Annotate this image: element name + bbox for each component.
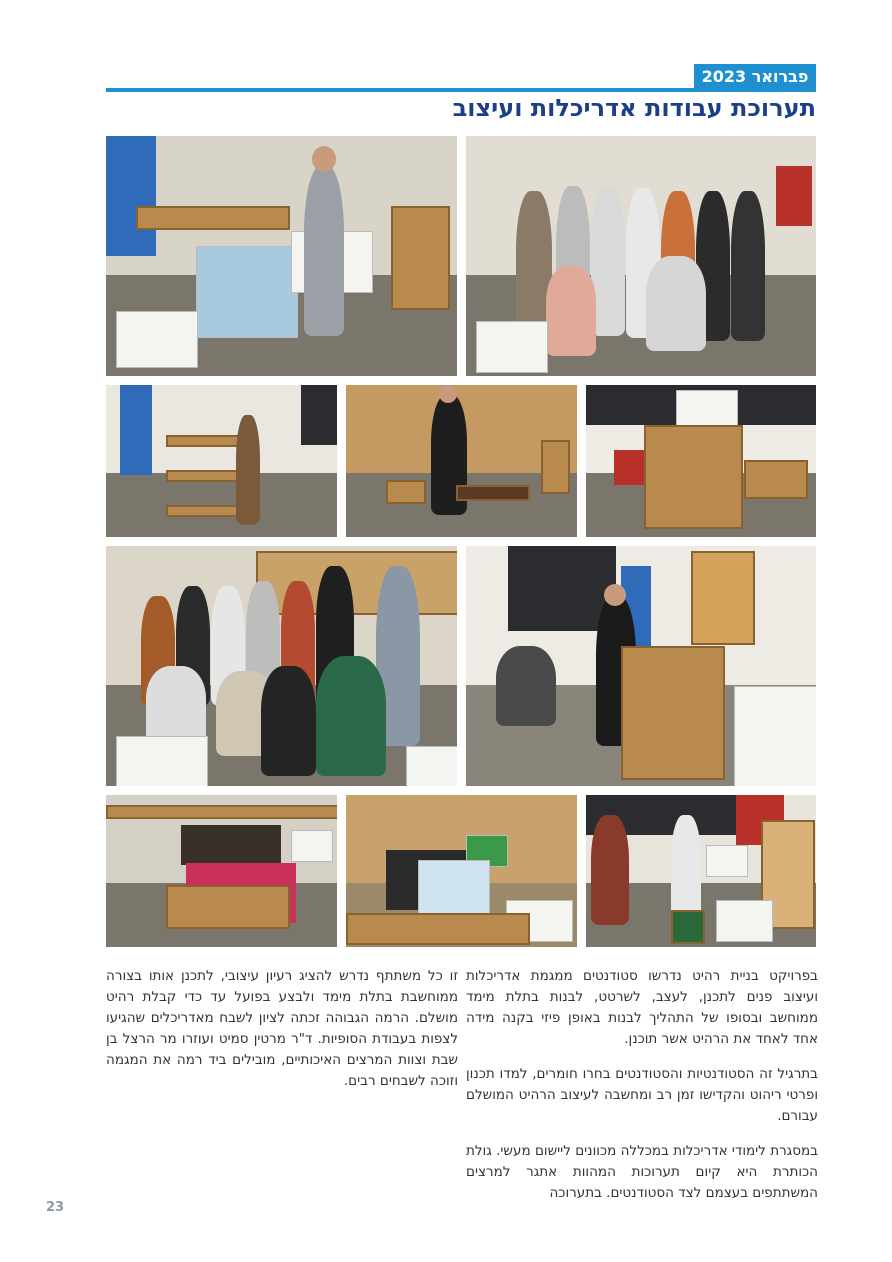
photo-bed-project: [106, 136, 457, 376]
page-number: 23: [46, 1200, 65, 1215]
body-paragraph: במסגרת לימודי אדריכלות במכללה מכוונים ליישום מעשי. גולת הכותרת היא קיום תערוכות המהוות אתגר למרצים המשתתפים בעצמם לצד הסטודנטים. בתערוכה: [466, 1143, 818, 1201]
header-rule: [106, 88, 816, 92]
photo-group-students-2: [106, 546, 457, 786]
photo-dollhouse: [106, 795, 337, 947]
body-paragraph: זו כל משתתף נדרש להציג רעיון עיצובי, לתכנן אותו בצורה ממוחשבת בתלת מימד ולבצע בפועל עד כדי קבלת רהיט מושלם. הרמה הגבוהה זכתה לציון לשבח מאדריכלים שהגיעו לצפות בעבודת הסופיות. ד"ר מרטין סמיט ועוזרו מר הרצל בן שבת וצוות המרצים האיכותיים, מובילים ביד רמה את המגמה וזוכה לשבחים רבים.: [106, 968, 458, 1089]
photo-group-students-1: [466, 136, 816, 376]
body-paragraph: בפרויקט בניית רהיט נדרשו סטודנטים ממגמת אדריכלות ועיצוב פנים לתכנן, לעצב, לשרטט, לבנות בתלת מימד ממוחשב ובסופו של התהליך לבנות באופן פיזי בקנה מידה אחד לאחד את הרהיט אשר תוכנן.: [466, 968, 818, 1047]
photo-owl-shelf: [586, 795, 816, 947]
date-badge: פברואר 2023: [694, 64, 816, 88]
body-column-left: [106, 966, 458, 1106]
photo-posters: [346, 795, 577, 947]
photo-shelf-x: [106, 385, 337, 537]
body-column-right: [466, 966, 818, 1218]
page-title: תערוכת עבודות אדריכלות ועיצוב: [452, 94, 816, 122]
photo-wood-shelves: [586, 385, 816, 537]
photo-giraffe-shelf: [466, 546, 816, 786]
body-paragraph: בתרגיל זה הסטודנטיות והסטודנטים בחרו חומרים, למדו תכנון ופרטי ריהוט והקדישו זמן רב ומחשבה לעיצוב הרהיט המושלם עבורם.: [466, 1066, 818, 1124]
photo-student-table: [346, 385, 577, 537]
